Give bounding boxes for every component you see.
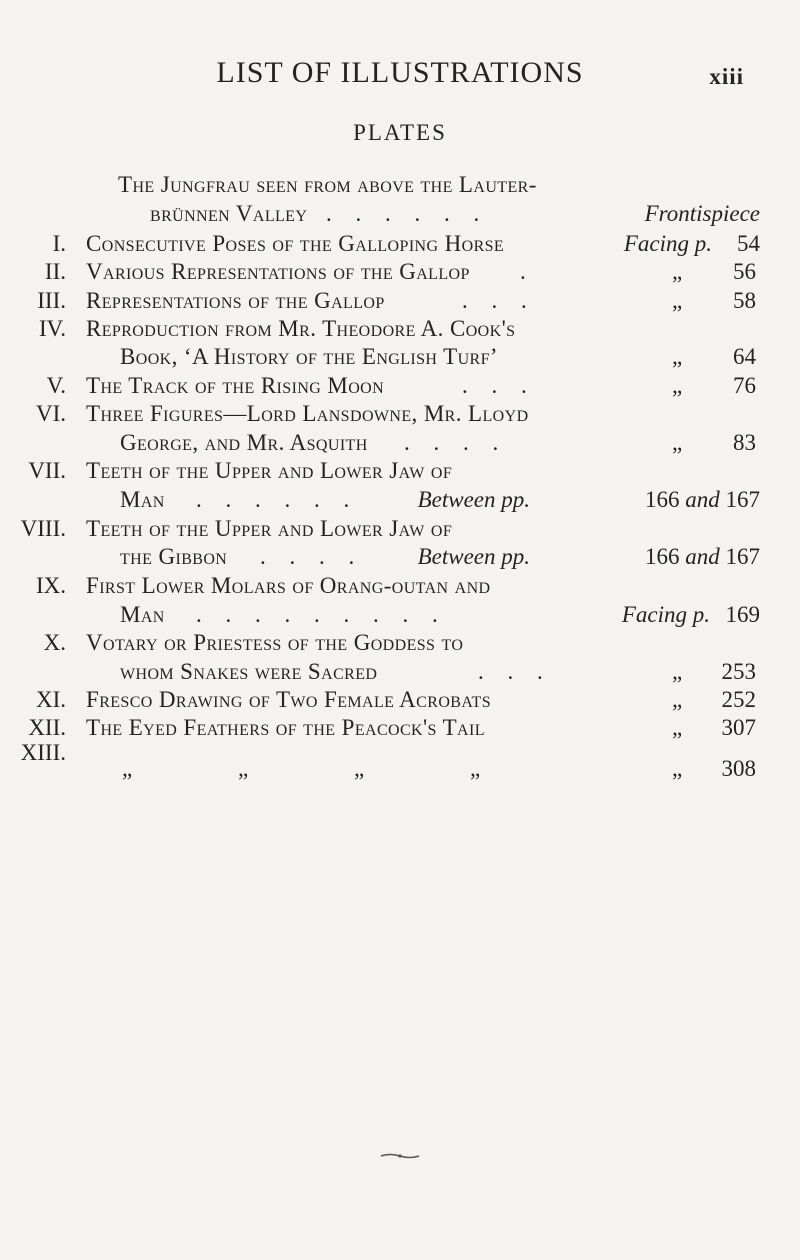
entry-pages [645, 542, 760, 572]
entry-pages [645, 485, 760, 515]
dot-leaders: . [520, 259, 535, 284]
list-item [0, 314, 800, 344]
ditto-mark: „ [672, 756, 683, 781]
ditto-mark: „ [672, 687, 683, 712]
list-item [0, 257, 800, 287]
list-item [0, 428, 800, 458]
dot-leaders: . . . . [404, 430, 508, 455]
section-title: PLATES [353, 120, 447, 145]
entry-page: 308 [721, 756, 756, 781]
plate-number: XIII. [20, 740, 66, 765]
entry-title-cont: brünnen Valley [150, 201, 308, 226]
ditto-mark: „ [672, 430, 683, 455]
entry-page: 56 [733, 259, 756, 284]
entry-page: 253 [721, 659, 756, 684]
plate-number: IV. [38, 316, 66, 341]
list-item [0, 657, 800, 687]
list-item [0, 399, 800, 429]
plate-number: X. [43, 630, 66, 655]
entry-title: Votary or Priestess of the Goddess to [86, 630, 464, 655]
dot-leaders: . . . [462, 288, 536, 313]
page-number: xiii [709, 64, 744, 89]
dot-leaders: . . . [478, 659, 552, 684]
entry-ref: Facing p. [621, 602, 710, 627]
entry-title: Various Representations of the Gallop [86, 259, 470, 284]
entry-ref: Frontispiece [644, 201, 760, 226]
entry-page: 307 [721, 715, 756, 740]
entry-title: Representations of the Gallop [86, 288, 385, 313]
entry-ref: Between pp. [417, 487, 530, 512]
and-word: and [685, 487, 720, 512]
ditto-mark: „ [122, 756, 133, 781]
plate-number: I. [52, 231, 66, 256]
list-item [0, 542, 800, 572]
entry-page: 54 [737, 231, 760, 256]
plate-number: II. [44, 259, 66, 284]
entry-title: Reproduction from Mr. Theodore A. Cook's [86, 316, 516, 341]
dot-leaders: . . . [462, 373, 536, 398]
ditto-mark: „ [238, 756, 249, 781]
entry-title: First Lower Molars of Orang-outan and [86, 573, 491, 598]
dot-leaders: . . . . . . . . . [196, 602, 447, 627]
ditto-mark: „ [470, 756, 481, 781]
entry-title-cont: the Gibbon [120, 544, 228, 569]
plate-number: V. [46, 373, 66, 398]
dot-leaders: . . . . [260, 544, 364, 569]
entry-title: Three Figures—Lord Lansdowne, Mr. Lloyd [86, 401, 529, 426]
list-item [0, 342, 800, 372]
plate-number: VII. [28, 458, 66, 483]
ditto-mark: „ [672, 259, 683, 284]
list-item [0, 628, 800, 658]
list-item [0, 571, 800, 601]
entry-title-cont: George, and Mr. Asquith [120, 430, 368, 455]
entry-title: The Eyed Feathers of the Peacock's Tail [86, 715, 485, 740]
entry-page: 166 [645, 487, 680, 512]
entry-ref: Between pp. [417, 544, 530, 569]
list-item [0, 754, 800, 784]
list-item [0, 456, 800, 486]
entry-page: 76 [733, 373, 756, 398]
ditto-mark: „ [354, 756, 365, 781]
entry-title-cont: Man [120, 602, 165, 627]
plate-number: XII. [28, 715, 66, 740]
plate-number: IX. [35, 573, 66, 598]
list-item [0, 685, 800, 715]
list-item [0, 229, 800, 259]
entry-title-cont: whom Snakes were Sacred [120, 659, 378, 684]
entry-title: Fresco Drawing of Two Female Acrobats [86, 687, 492, 712]
plate-number: VIII. [20, 516, 66, 541]
entry-title: The Track of the Rising Moon [86, 373, 385, 398]
list-item [0, 371, 800, 401]
entry-title: Teeth of the Upper and Lower Jaw of [86, 516, 453, 541]
ditto-mark: „ [672, 344, 683, 369]
entry-title: The Jungfrau seen from above the Lauter- [118, 172, 537, 197]
ditto-mark: „ [672, 288, 683, 313]
entry-title-cont: Book, ‘A History of the English Turf’ [120, 344, 498, 369]
entry-page: 83 [733, 430, 756, 455]
list-item [0, 485, 800, 515]
dot-leaders: . . . . . . [196, 487, 359, 512]
plate-number: XI. [35, 687, 66, 712]
entry-ref: Facing p. [623, 231, 712, 256]
plate-number: III. [37, 288, 66, 313]
list-item [0, 514, 800, 544]
list-item [0, 170, 800, 200]
list-item [0, 199, 800, 229]
entry-title: Consecutive Poses of the Galloping Horse [86, 231, 505, 256]
entry-page: 252 [721, 687, 756, 712]
list-item [0, 600, 800, 630]
and-word: and [685, 544, 720, 569]
ditto-mark: „ [672, 715, 683, 740]
ornament-icon [380, 1153, 420, 1159]
entry-title-cont: Man [120, 487, 165, 512]
entry-page: 64 [733, 344, 756, 369]
entry-page: 169 [725, 602, 760, 627]
entry-page-2: 167 [725, 487, 760, 512]
ditto-mark: „ [672, 373, 683, 398]
ditto-mark: „ [672, 659, 683, 684]
running-header: LIST OF ILLUSTRATIONS [216, 56, 584, 89]
entry-title: Teeth of the Upper and Lower Jaw of [86, 458, 453, 483]
dot-leaders: . . . . . . [326, 201, 489, 226]
plate-number: VI. [35, 401, 66, 426]
list-item [0, 286, 800, 316]
entry-page-2: 167 [725, 544, 760, 569]
entry-page: 166 [645, 544, 680, 569]
entry-page: 58 [733, 288, 756, 313]
